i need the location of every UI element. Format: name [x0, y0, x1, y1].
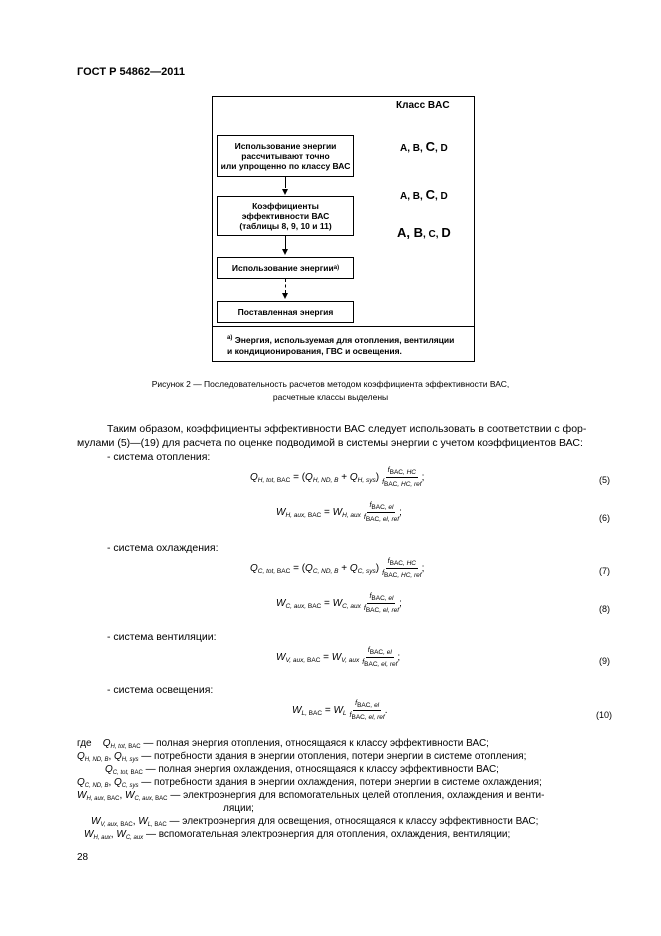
list-item-cooling: - система охлаждения:	[107, 542, 219, 554]
definition-line-5: $W_{H, aux, BAC}$, $W_{C, aux, BAC}$ — электроэнергия для вспомогательных целей отопления, охлаждения и венти-	[77, 790, 545, 802]
flow-box-line: Коэффициенты	[252, 201, 319, 211]
flow-box-line: эффективности ВАС	[241, 211, 330, 221]
definition-line-3: $Q_{C, tot, BAC}$ — полная энергия охлаждения, относящаяся к классу эффективности ВАС;	[105, 764, 499, 776]
formula-9: $W_{V, aux, BAC} = W_{V, aux}$ $\frac{f_{BAC, el}}{f_{BAC, el, ref}}$ ;	[276, 647, 401, 668]
flow-box-line: Использование энергии	[234, 141, 337, 151]
class-letters: , D	[434, 143, 448, 154]
definition-line-4: $Q_{C, ND, B}$, $Q_{C, sys}$ — потребности здания в энергии охлаждения, потери энергии в системе охлаждения;	[77, 777, 542, 789]
class-title: Класс BAC	[396, 100, 450, 111]
class-highlight: D	[441, 225, 451, 240]
equation-number: (6)	[599, 513, 610, 523]
class-highlight: C	[425, 187, 435, 202]
connector-line	[285, 177, 286, 188]
formula-10: $W_{L, BAC} = W_L$ $\frac{f_{BAC, el}}{f_{BAC, el, ref}}$ .	[292, 700, 388, 721]
where-lead: где	[77, 738, 92, 749]
definition-text: — полная энергия отопления, относящаяся к классу эффективности ВАС;	[143, 738, 489, 749]
dashed-connector	[285, 279, 286, 293]
formula-5: $Q_{H, tot, BAC} = (Q_{H, ND, B} + Q_{H, sys})$ $\frac{f_{BAC, HC}}{f_{BAC, HC, ref}}$ ;	[250, 467, 425, 488]
equation-number: (9)	[599, 656, 610, 666]
document-header: ГОСТ Р 54862—2011	[77, 66, 185, 78]
definition-line-1: где $Q_{H, tot, BAC}$ — полная энергия отопления, относящаяся к классу эффективности ВАС;	[77, 738, 489, 750]
definition-text: — вспомогательная электроэнергия для отопления, охлаждения, вентиляции;	[145, 829, 511, 840]
list-item-heating: - система отопления:	[107, 451, 211, 463]
definition-text: — электроэнергия для освещения, относящаяся к классу эффективности ВАС;	[169, 816, 539, 827]
definition-text: — потребности здания в энергии отопления, потери энергии в системе отопления;	[141, 751, 527, 762]
flow-box-delivered-energy	[217, 301, 354, 323]
flow-box-line: рассчитывают точно	[241, 151, 330, 161]
page-number: 28	[77, 852, 89, 863]
list-item-ventilation: - система вентиляции:	[107, 631, 217, 643]
flow-box-energy-use	[217, 257, 354, 279]
class-letters: , C,	[423, 229, 442, 240]
arrow-down-icon	[282, 189, 288, 195]
class-letters: , D	[434, 191, 448, 202]
class-row-2	[400, 187, 448, 202]
figure-footnote	[227, 333, 454, 357]
flow-box-bac-factors	[217, 196, 354, 236]
class-row-1	[400, 139, 448, 154]
connector-line	[285, 236, 286, 249]
flow-box-line: или упрощенно по классу ВАС	[220, 161, 351, 171]
formula-7: $Q_{C, tot, BAC} = (Q_{C, ND, B} + Q_{C, sys})$ $\frac{f_{BAC, HC}}{f_{BAC, HC, ref}}$ ;	[250, 558, 425, 579]
definition-line-7: $W_{H, aux}$, $W_{C, aux}$ — вспомогательная электроэнергия для отопления, охлаждения, вентиляции;	[84, 829, 511, 841]
footnote-line: и кондиционирования, ГВС и освещения.	[227, 345, 402, 356]
arrow-down-icon	[282, 249, 288, 255]
flow-box-label: Использование энергии	[231, 263, 334, 273]
figure-caption: расчетные классы выделены	[272, 392, 389, 402]
class-highlight: A, B	[397, 225, 423, 240]
class-row-3	[397, 225, 451, 240]
definition-text: — электроэнергия для вспомогательных целей отопления, охлаждения и венти-	[170, 790, 545, 801]
flow-box-label: Поставленная энергия	[237, 307, 334, 317]
paragraph-line: Таким образом, коэффициенты эффективности ВАС следует использовать в соответствии с фор-	[107, 423, 587, 435]
flow-box-line: (таблицы 8, 9, 10 и 11)	[239, 221, 332, 231]
list-item-lighting: - система освещения:	[107, 684, 214, 696]
flow-box-energy-use-calculation	[217, 135, 354, 177]
footnote-ref: а)	[333, 265, 340, 271]
equation-number: (10)	[596, 710, 613, 720]
definition-line-2: $Q_{H, ND, B}$, $Q_{H, sys}$ — потребности здания в энергии отопления, потери энергии в системе отопления;	[77, 751, 527, 763]
arrow-down-icon	[282, 293, 288, 299]
class-letters: A, B,	[400, 191, 423, 202]
definition-text: — потребности здания в энергии охлаждения, потери энергии в системе охлаждения;	[141, 777, 542, 788]
formula-6: $W_{H, aux, BAC} = W_{H, aux}$ $\frac{f_{BAC, el}}{f_{BAC, el, ref}}$ ;	[276, 502, 402, 523]
equation-number: (7)	[599, 566, 610, 576]
equation-number: (8)	[599, 604, 610, 614]
paragraph-line: мулами (5)—(19) для расчета по оценке подводимой в системы энергии с учетом коэффициентов ВАС:	[77, 437, 583, 449]
definition-line-5b: ляции;	[223, 803, 254, 814]
class-letters: A, B,	[400, 143, 423, 154]
definition-line-6: $W_{V, aux, BAC}$, $W_{L, BAC}$ — электроэнергия для освещения, относящаяся к классу эффективности ВАС;	[91, 816, 539, 828]
definition-text: — полная энергия охлаждения, относящаяся к классу эффективности ВАС;	[145, 764, 499, 775]
figure-footnote-divider	[212, 326, 475, 327]
figure-caption: Рисунок 2 — Последовательность расчетов методом коэффициента эффективности ВАС,	[151, 379, 510, 389]
class-highlight: C	[425, 139, 435, 154]
footnote-mark: а)	[227, 335, 233, 341]
footnote-line: Энергия, используемая для отопления, вентиляции	[234, 334, 455, 345]
formula-8: $W_{C, aux, BAC} = W_{C, aux}$ $\frac{f_{BAC, el}}{f_{BAC, el, ref}}$ ;	[276, 593, 402, 614]
equation-number: (5)	[599, 475, 610, 485]
